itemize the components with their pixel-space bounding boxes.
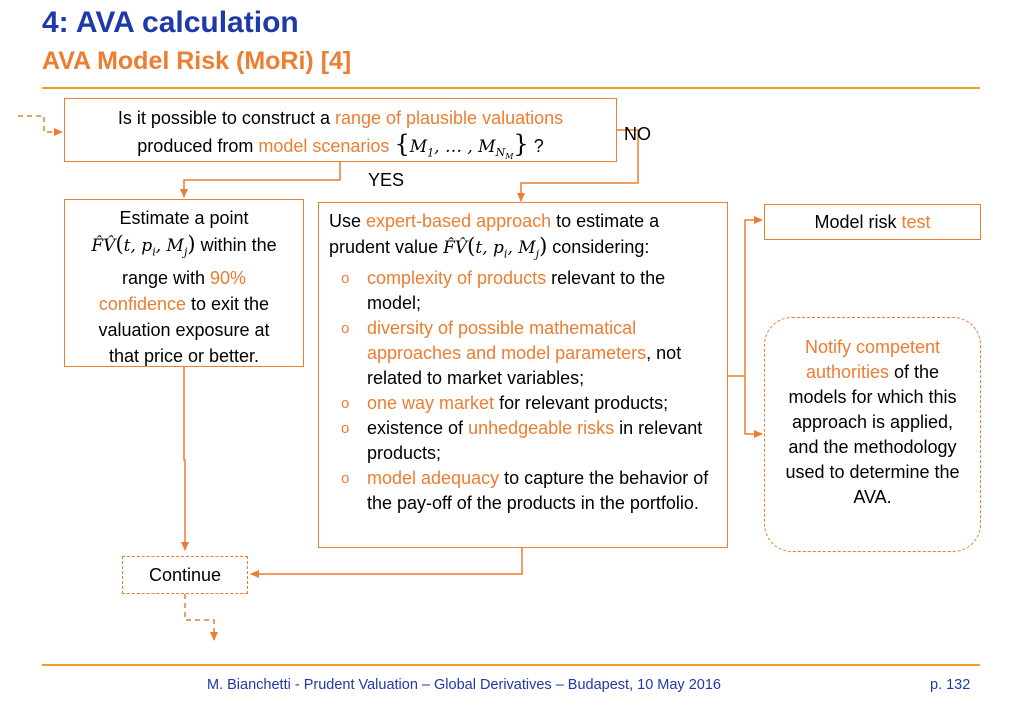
question-line-1: Is it possible to construct a range of plausible valuations — [117, 108, 564, 128]
bullet-complexity: o complexity of products relevant to the model; — [329, 266, 717, 316]
footer-text: M. Bianchetti - Prudent Valuation – Global Derivatives – Budapest, 10 May 2016 — [207, 677, 721, 693]
bullet-one-way-market: o one way market for relevant products; — [329, 391, 717, 416]
branch-line — [728, 220, 762, 376]
entry-arrow — [18, 116, 62, 132]
model-set-formula: {$M_1$, … , $M_{N_M}$} — [394, 130, 529, 162]
expert-approach-box: Use expert-based approach to estimate a prudent value F̂V̂(t, $p_i$, $M_j$) considering: o complexity of products relevant to the model; o diversity of possible mathematical approaches and model parameters, not related to market variables; o one way market for relevant products; o existence of unhedgeable risks in relevant products; o model adequacy to capture the behavior of the pay-off of the products in the portfolio. — [318, 202, 728, 548]
estimate-box: Estimate a point F̂V̂(t, $p_i$, $M_j$) within the range with 90% confidence to exit the valuation exposure at that price or better. — [64, 199, 304, 367]
page-number: p. 132 — [930, 677, 971, 693]
bullet-diversity: o diversity of possible mathematical approaches and model parameters, not related to market variables; — [329, 316, 717, 391]
page-subtitle: AVA Model Risk (MoRi) [4] — [42, 47, 352, 75]
bullet-unhedgeable-risks: o existence of unhedgeable risks in relevant products; — [329, 416, 717, 466]
branch-to-notify-arrow — [745, 376, 762, 434]
fair-value-formula: F̂V̂(t, $p_i$, $M_j$) — [91, 232, 196, 259]
no-label: NO — [624, 124, 651, 144]
question-box — [64, 98, 617, 162]
model-risk-test-box: Model risk test — [764, 204, 981, 240]
prudent-value-formula: F̂V̂(t, $p_i$, $M_j$) — [443, 234, 548, 261]
footer-divider — [42, 664, 980, 666]
bullet-model-adequacy: o model adequacy to capture the behavior of the pay-off of the products in the portfolio. — [329, 466, 717, 516]
consideration-list — [329, 266, 717, 516]
continue-box: Continue — [122, 556, 248, 594]
continue-exit-arrow — [185, 594, 214, 640]
yes-label: YES — [368, 170, 405, 190]
expert-to-continue-arrow — [251, 548, 522, 574]
question-line-2: produced from model scenarios {$M_1$, … , $M_{N_M}$} ? — [137, 130, 544, 162]
page-title: 4: AVA calculation — [42, 6, 299, 39]
notify-authorities-box: Notify competent authorities of the models for which this approach is applied, and the methodology used to determine the AVA. — [764, 317, 981, 552]
estimate-to-continue-arrow — [184, 367, 185, 550]
